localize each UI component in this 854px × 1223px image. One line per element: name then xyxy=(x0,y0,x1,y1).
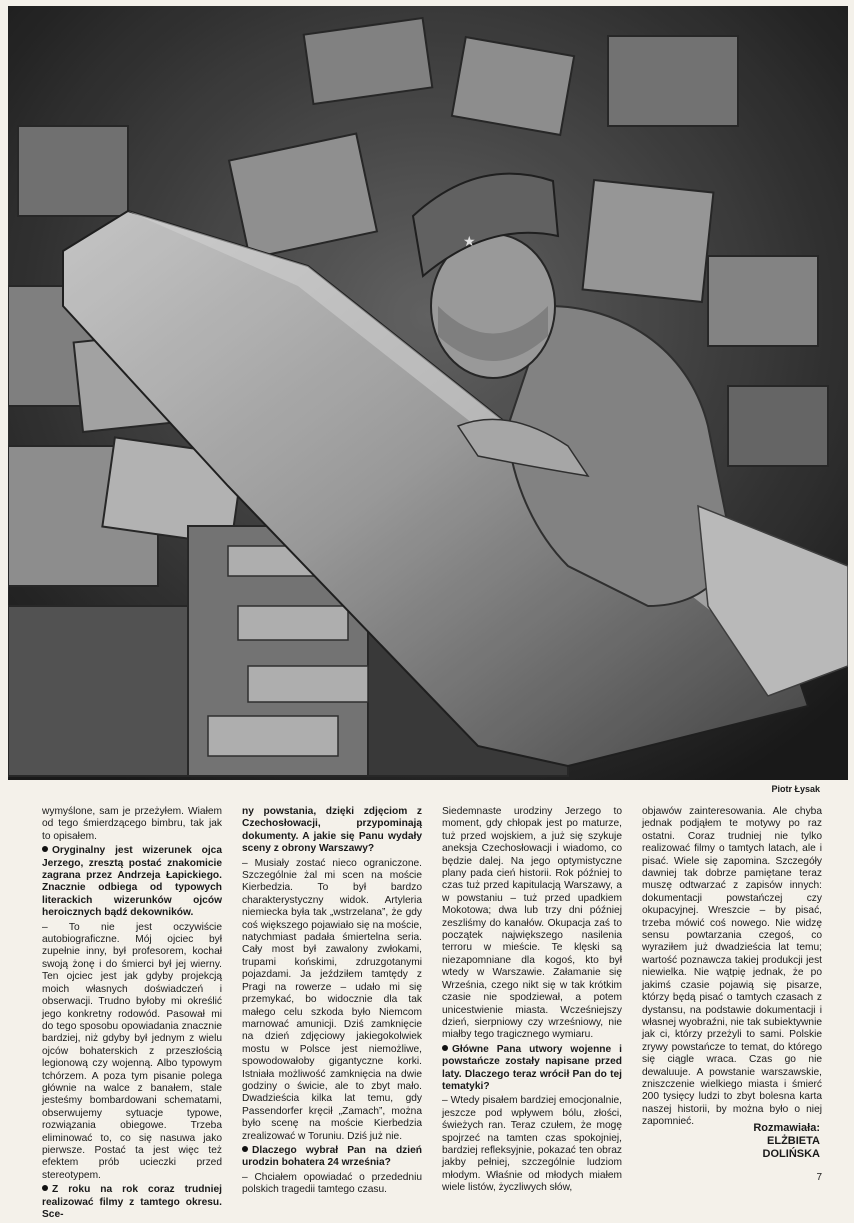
svg-text:★: ★ xyxy=(463,234,476,250)
bullet-icon xyxy=(242,1146,248,1152)
signature-first-name: ELŻBIETA xyxy=(767,1135,820,1147)
article-text xyxy=(42,806,822,1220)
column-4 xyxy=(642,806,822,1131)
paragraph: – Musiały zostać nieco ograniczone. Szczególnie żal mi scen na moście Kierbedzia. To był bardzo charakterystyczny widok. Artyleria niemiecka była tak „wstrzelana”, że gdy coś większego pojawiało się na moście, natychmiast padała śmiertelna seria. Cały most był zawalony zwłokami, trupami końskimi, zdruzgotanymi pojazdami. Ja jeździłem tamtędy z Pragi na rowerze – udało mi się przemykać, bo widocznie dla tak małego celu szkoda było Niemcom marnować amunicji. Dziś zamknięcie na dzień zdjęciowy jakiegokolwiek mostu w Polsce jest niemożliwe, spowodowałoby gigantyczne korki. Istniała możliwość zamknięcia na dwie godziny o świcie, ale to zbyt mało. Dwadzieścia kilka lat temu, gdy Passendorfer kręcił „Zamach”, można było scenę na moście Kierbedzia zrealizować w Toruniu. Dziś już nie. xyxy=(242,857,422,1142)
paragraph: Siedemnaste urodziny Jerzego to moment, gdy chłopak jest po maturze, tuż przed wojskiem, a już się szykuje aneksja Czechosłowacji i wiadomo, co będzie dalej. Na jego optymistyczne plany pada cień historii. Rok później to czas tuż przed kapitulacją Warszawy, a w powstaniu – tuż przed upadkiem Mokotowa; dwa lub trzy dni później zeszliśmy do kanałów. Okupacja zaś to początek największego nasilenia terroru w mieście. Te klęski są niezapomniane dla kogoś, kto był wtedy w Warszawie. Załamanie się Września, czego nikt się w tak krótkim czasie nie spodziewał, a potem unicestwienie miasta. Wcześniejszy dzień, sierpniowy czy wrześniowy, nie miałby tego tragicznego wymiaru. xyxy=(442,806,622,1041)
photo-soldier-in-rubble xyxy=(8,6,848,780)
paragraph: – Wtedy pisałem bardziej emocjonalnie, jeszcze pod wpływem bólu, złości, świeżych ran. Teraz czułem, że mogę spojrzeć na tamten czas spokojniej, bardziej refleksyjnie, pokazać ten obraz jakby pełniej, szczególnie ludziom młodym. Właśnie od młodych miałem wiele listów, życzliwych słów, xyxy=(442,1095,622,1194)
bullet-icon xyxy=(442,1045,448,1051)
question-text: Dlaczego wybrał Pan na dzień urodzin bohatera 24 września? xyxy=(242,1144,422,1169)
paragraph: – To nie jest oczywiście autobiograficzne. Mój ojciec był zupełnie inny, był profesorem, kochał swoją żonę i do śmierci był jej wierny. Ten ojciec jest jak gdyby projekcją moich własnych doświadczeń i obserwacji. Trudno byłoby mi określić jego konkretny rodowód. Pasował mi do tego sposobu opowiadania znacznie bardziej, niż gdyby był jednym z wielu ojców bohaterskich z przeszłością legionową czy wojenną. Albo typowym tchórzem. A poza tym pisanie polega głównie na walce z banałem, stale jesteśmy bombardowani schematami, obserwujemy sytuacje typowe, rozwiązania obiegowe. Trzeba eliminować to, co się nasuwa jako pierwsze. Postać ta jest więc też efektem prób ucieczki przed stereotypem. xyxy=(42,921,222,1181)
paragraph: – Chciałem opowiadać o przededniu polskich tragedii tamtego czasu. xyxy=(242,1171,422,1196)
interview-question xyxy=(42,845,222,919)
page-number: 7 xyxy=(816,1172,822,1183)
interview-question xyxy=(442,1044,622,1094)
bullet-icon xyxy=(42,846,48,852)
question-text: Oryginalny jest wizerunek ojca Jerzego, zresztą postać znakomicie zagrana przez Andrzeja Łapickiego. Znacznie odbiega od typowych literackich wizerunków ojców heroicznych bądź dekowników. xyxy=(42,845,222,919)
question-text: Główne Pana utwory wojenne i powstańcze zostały napisane przed laty. Dlaczego teraz wrócił Pan do tej tematyki? xyxy=(442,1043,622,1092)
interview-question: ny powstania, dzięki zdjęciom z Czechosłowacji, przypominają dokumenty. A jakie się Panu wydały sceny z obrony Warszawy? xyxy=(242,806,422,855)
bullet-icon xyxy=(42,1185,48,1191)
paragraph: objawów zainteresowania. Ale chyba jednak podjąłem te motywy po raz ostatni. Coraz trudniej nie tylko realizować filmy o tamtych latach, ale i pisać. Wiele się zapomina. Szczegóły dawniej tak dobrze pamiętane teraz muszę odtwarzać z zapisów innych: dokumentacji powstańczej czy okupacyjnej. Wreszcie – by pisać, trzeba mówić coś nowego. Nie widzę sensu powtarzania czegoś, co wyraziłem już dwadzieścia lat temu; wartość poznawcza takiej produkcji jest niewielka. Nie wątpię jednak, że po jakimś czasie pojawią się pisarze, którzy będą pisać o tamtych czasach z dystansu, na podstawie dokumentacji i własnej wyobraźni, nie tak subiektywnie jak ci, którzy przeżyli to sami. Polskie zrywy powstańcze to temat, do którego się ciągle wraca. Czas go nie dewaluuje. A powstanie warszawskie, zniszczenie wielkiego miasta i śmierć 200 tysięcy ludzi to zbyt bolesna karta naszej historii, by można było o niej zapomnieć. xyxy=(642,806,822,1128)
column-3 xyxy=(442,806,622,1197)
interviewer-signature xyxy=(700,1122,820,1161)
question-text: Z roku na rok coraz trudniej realizować filmy z tamtego okresu. Sce- xyxy=(42,1184,222,1220)
signature-label: Rozmawiała: xyxy=(753,1122,820,1134)
photo-credit: Piotr Łysak xyxy=(771,784,820,794)
interview-question xyxy=(242,1145,422,1170)
column-1 xyxy=(42,806,222,1223)
column-2 xyxy=(242,806,422,1199)
paragraph: wymyślone, sam je przeżyłem. Wiałem od tego śmierdzącego bimbru, tak jak to opisałem. xyxy=(42,806,222,842)
interview-question xyxy=(42,1184,222,1221)
signature-last-name: DOLIŃSKA xyxy=(762,1148,820,1160)
